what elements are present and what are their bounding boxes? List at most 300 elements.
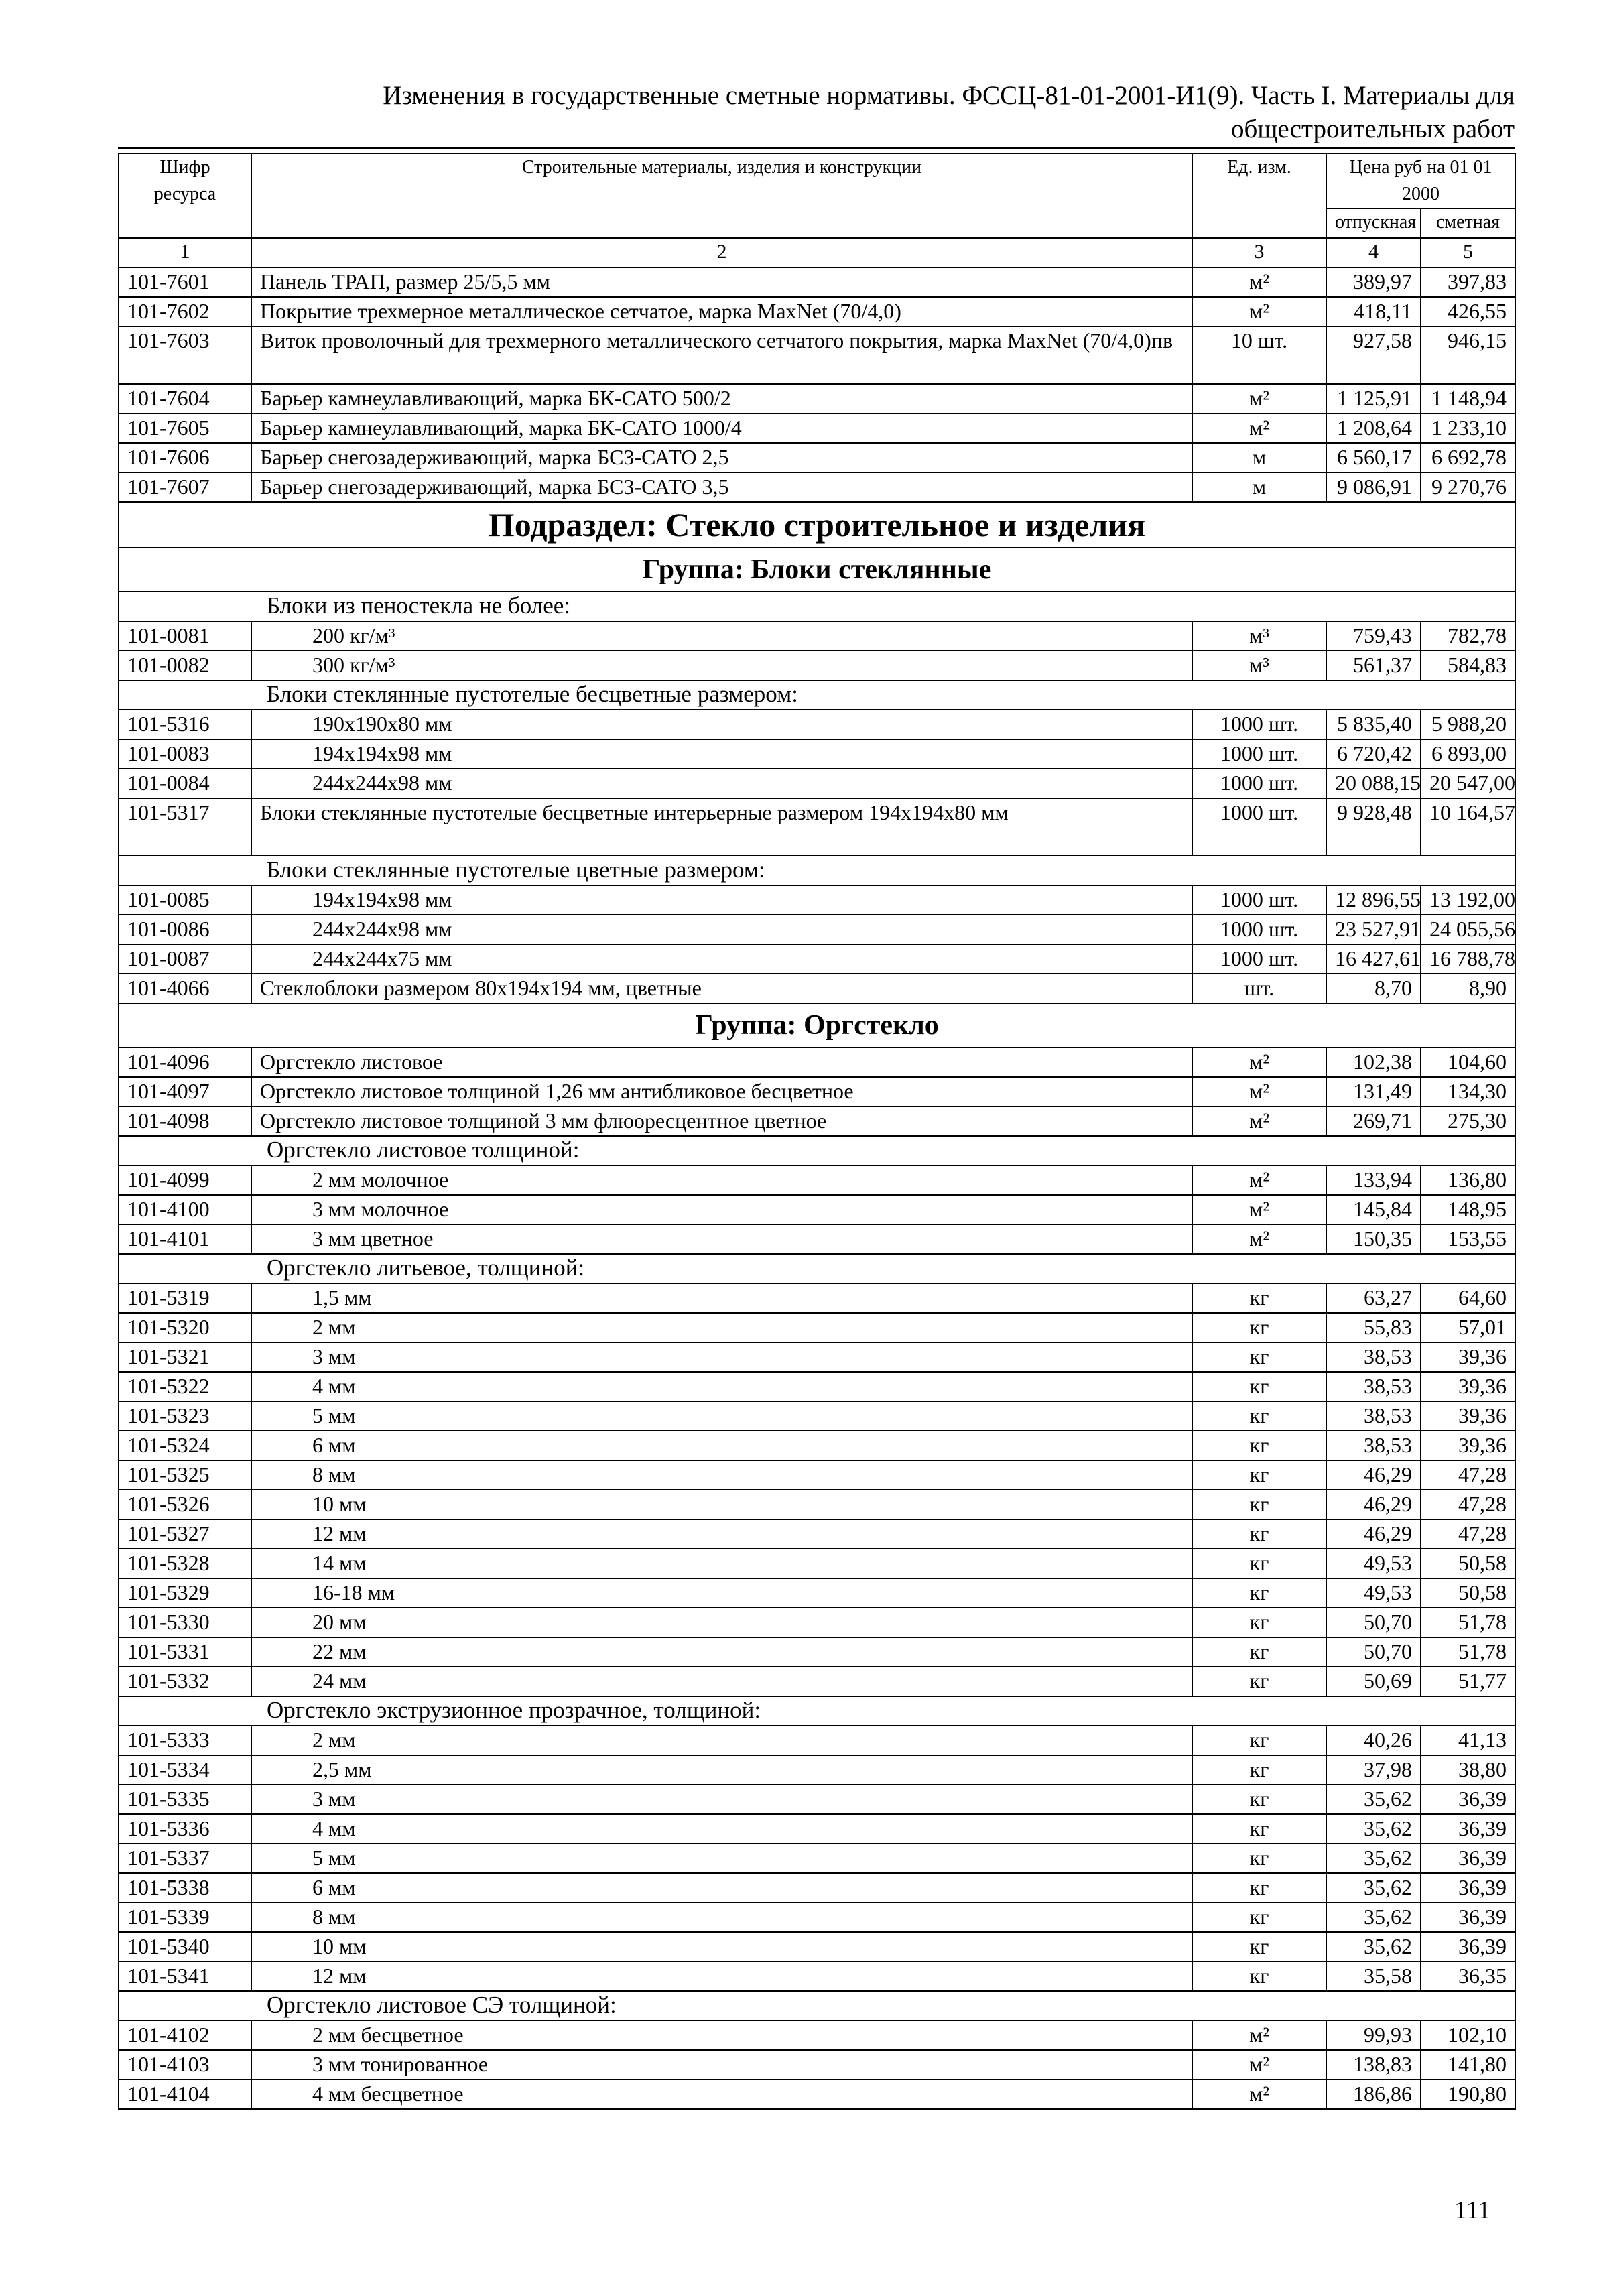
estimate-price: 50,58 (1421, 1549, 1515, 1578)
release-price: 50,69 (1326, 1667, 1421, 1696)
subheader-row (119, 680, 1515, 710)
release-price: 145,84 (1326, 1195, 1421, 1224)
material-name: Оргстекло листовое толщиной 3 мм флюоресцентное цветное (251, 1106, 1192, 1136)
column-header-name: Строительные материалы, изделия и конструкции (251, 153, 1192, 238)
estimate-price: 153,55 (1421, 1224, 1515, 1254)
table-row (119, 2021, 1515, 2050)
material-name: 3 мм (251, 1342, 1192, 1372)
release-price: 46,29 (1326, 1490, 1421, 1519)
page-header (118, 79, 1515, 146)
unit-of-measure: м (1192, 443, 1326, 472)
estimate-price: 47,28 (1421, 1460, 1515, 1490)
resource-code: 101-5328 (119, 1549, 251, 1578)
release-price: 269,71 (1326, 1106, 1421, 1136)
release-price: 37,98 (1326, 1755, 1421, 1785)
material-name: 3 мм молочное (251, 1195, 1192, 1224)
unit-of-measure: кг (1192, 1460, 1326, 1490)
table-row (119, 267, 1515, 297)
table-header-row (119, 153, 1515, 208)
unit-of-measure: м² (1192, 384, 1326, 413)
estimate-price: 8,90 (1421, 974, 1515, 1003)
release-price: 759,43 (1326, 621, 1421, 651)
release-price: 6 560,17 (1326, 443, 1421, 472)
table-row (119, 798, 1515, 856)
release-price: 38,53 (1326, 1401, 1421, 1431)
estimate-price: 397,83 (1421, 267, 1515, 297)
unit-of-measure: м (1192, 472, 1326, 502)
header-title-line2: общестроительных работ (1231, 115, 1515, 143)
column-number: 5 (1421, 238, 1515, 267)
material-name: Барьер снегозадерживающий, марка БСЗ-САТО 3,5 (251, 472, 1192, 502)
material-name: 244х244х75 мм (251, 944, 1192, 974)
column-header-price: Цена руб на 01 01 2000 (1326, 153, 1515, 208)
table-row (119, 1932, 1515, 1962)
release-price: 561,37 (1326, 651, 1421, 680)
resource-code: 101-5316 (119, 710, 251, 739)
release-price: 150,35 (1326, 1224, 1421, 1254)
unit-of-measure: кг (1192, 1873, 1326, 1903)
resource-code: 101-0086 (119, 915, 251, 944)
material-name: 3 мм тонированное (251, 2050, 1192, 2080)
resource-code: 101-5339 (119, 1903, 251, 1932)
material-name: 8 мм (251, 1903, 1192, 1932)
estimate-price: 946,15 (1421, 326, 1515, 384)
table-row (119, 1962, 1515, 1991)
resource-code: 101-5331 (119, 1637, 251, 1667)
material-name: 2 мм молочное (251, 1165, 1192, 1195)
material-name: Стеклоблоки размером 80х194х194 мм, цветные (251, 974, 1192, 1003)
unit-of-measure: кг (1192, 1490, 1326, 1519)
unit-of-measure: кг (1192, 1519, 1326, 1549)
table-row (119, 472, 1515, 502)
release-price: 63,27 (1326, 1283, 1421, 1313)
group-title: Группа: Оргстекло (119, 1003, 1515, 1047)
unit-of-measure: м³ (1192, 651, 1326, 680)
unit-of-measure: кг (1192, 1372, 1326, 1401)
table-row (119, 413, 1515, 443)
subheader-row (119, 592, 1515, 621)
unit-of-measure: м² (1192, 1165, 1326, 1195)
table-row (119, 1342, 1515, 1372)
material-name: 3 мм цветное (251, 1224, 1192, 1254)
release-price: 418,11 (1326, 297, 1421, 326)
table-row (119, 1637, 1515, 1667)
estimate-price: 16 788,78 (1421, 944, 1515, 974)
resource-code: 101-5322 (119, 1372, 251, 1401)
table-row (119, 1195, 1515, 1224)
material-name: 2 мм бесцветное (251, 2021, 1192, 2050)
resource-code: 101-5340 (119, 1932, 251, 1962)
estimate-price: 51,78 (1421, 1608, 1515, 1637)
unit-of-measure: кг (1192, 1962, 1326, 1991)
table-row (119, 2050, 1515, 2080)
release-price: 8,70 (1326, 974, 1421, 1003)
release-price: 9 928,48 (1326, 798, 1421, 856)
release-price: 35,62 (1326, 1932, 1421, 1962)
table-row (119, 915, 1515, 944)
unit-of-measure: кг (1192, 1549, 1326, 1578)
unit-of-measure: кг (1192, 1755, 1326, 1785)
unit-of-measure: кг (1192, 1608, 1326, 1637)
table-row (119, 1578, 1515, 1608)
unit-of-measure: м² (1192, 297, 1326, 326)
unit-of-measure: кг (1192, 1814, 1326, 1844)
unit-of-measure: кг (1192, 1726, 1326, 1755)
header-title-line1: Изменения в государственные сметные нормативы. ФССЦ-81-01-2001-И1(9). Часть I. Материалы для (383, 81, 1515, 110)
subheader-title: Блоки из пеностекла не более: (119, 592, 1515, 621)
resource-code: 101-4066 (119, 974, 251, 1003)
release-price: 5 835,40 (1326, 710, 1421, 739)
table-row (119, 1873, 1515, 1903)
column-header-estimate: сметная (1421, 208, 1515, 238)
estimate-price: 39,36 (1421, 1401, 1515, 1431)
table-row (119, 1755, 1515, 1785)
column-number: 2 (251, 238, 1192, 267)
resource-code: 101-4098 (119, 1106, 251, 1136)
material-name: 244х244х98 мм (251, 769, 1192, 798)
table-row (119, 1224, 1515, 1254)
material-name: 12 мм (251, 1962, 1192, 1991)
material-name: 200 кг/м³ (251, 621, 1192, 651)
material-name: 22 мм (251, 1637, 1192, 1667)
estimate-price: 426,55 (1421, 297, 1515, 326)
unit-of-measure: 1000 шт. (1192, 769, 1326, 798)
resource-code: 101-5337 (119, 1844, 251, 1873)
unit-of-measure: 10 шт. (1192, 326, 1326, 384)
group-row (119, 1003, 1515, 1047)
estimate-price: 584,83 (1421, 651, 1515, 680)
table-row (119, 1283, 1515, 1313)
resource-code: 101-7602 (119, 297, 251, 326)
estimate-price: 104,60 (1421, 1047, 1515, 1077)
material-name: 5 мм (251, 1844, 1192, 1873)
material-name: Барьер камнеулавливающий, марка БК-САТО 500/2 (251, 384, 1192, 413)
unit-of-measure: кг (1192, 1932, 1326, 1962)
unit-of-measure: кг (1192, 1342, 1326, 1372)
unit-of-measure: м² (1192, 2080, 1326, 2109)
unit-of-measure: 1000 шт. (1192, 944, 1326, 974)
estimate-price: 148,95 (1421, 1195, 1515, 1224)
resource-code: 101-5338 (119, 1873, 251, 1903)
table-row (119, 2080, 1515, 2109)
subheader-title: Оргстекло литьевое, толщиной: (119, 1254, 1515, 1283)
estimate-price: 134,30 (1421, 1077, 1515, 1106)
resource-code: 101-7605 (119, 413, 251, 443)
unit-of-measure: м³ (1192, 621, 1326, 651)
release-price: 49,53 (1326, 1578, 1421, 1608)
unit-of-measure: м² (1192, 2021, 1326, 2050)
material-name: Оргстекло листовое толщиной 1,26 мм антибликовое бесцветное (251, 1077, 1192, 1106)
resource-code: 101-5332 (119, 1667, 251, 1696)
table-row (119, 1844, 1515, 1873)
table-row (119, 443, 1515, 472)
unit-of-measure: кг (1192, 1313, 1326, 1342)
estimate-price: 9 270,76 (1421, 472, 1515, 502)
unit-of-measure: м² (1192, 413, 1326, 443)
header-rule (118, 147, 1515, 149)
table-row (119, 1372, 1515, 1401)
resource-code: 101-7601 (119, 267, 251, 297)
material-name: Панель ТРАП, размер 25/5,5 мм (251, 267, 1192, 297)
material-name: Барьер снегозадерживающий, марка БСЗ-САТО 2,5 (251, 443, 1192, 472)
resource-code: 101-5333 (119, 1726, 251, 1755)
unit-of-measure: кг (1192, 1785, 1326, 1814)
table-row (119, 1785, 1515, 1814)
material-name: 16-18 мм (251, 1578, 1192, 1608)
estimate-price: 13 192,00 (1421, 885, 1515, 915)
unit-of-measure: кг (1192, 1431, 1326, 1460)
material-name: 12 мм (251, 1519, 1192, 1549)
unit-of-measure: 1000 шт. (1192, 798, 1326, 856)
unit-of-measure: кг (1192, 1401, 1326, 1431)
table-row (119, 651, 1515, 680)
unit-of-measure: 1000 шт. (1192, 710, 1326, 739)
release-price: 12 896,55 (1326, 885, 1421, 915)
material-name: 2 мм (251, 1726, 1192, 1755)
page-number: 111 (1454, 2196, 1491, 2224)
group-title: Группа: Блоки стеклянные (119, 548, 1515, 592)
resource-code: 101-4097 (119, 1077, 251, 1106)
resource-code: 101-4100 (119, 1195, 251, 1224)
unit-of-measure: кг (1192, 1283, 1326, 1313)
resource-code: 101-5341 (119, 1962, 251, 1991)
estimate-price: 782,78 (1421, 621, 1515, 651)
material-name: 4 мм (251, 1372, 1192, 1401)
column-number-row (119, 238, 1515, 267)
material-name: 5 мм (251, 1401, 1192, 1431)
table-row (119, 326, 1515, 384)
material-name: Покрытие трехмерное металлическое сетчатое, марка MaxNet (70/4,0) (251, 297, 1192, 326)
estimate-price: 47,28 (1421, 1519, 1515, 1549)
resource-code: 101-5320 (119, 1313, 251, 1342)
estimate-price: 6 692,78 (1421, 443, 1515, 472)
table-row (119, 1549, 1515, 1578)
estimate-price: 39,36 (1421, 1372, 1515, 1401)
estimate-price: 190,80 (1421, 2080, 1515, 2109)
estimate-price: 36,39 (1421, 1903, 1515, 1932)
release-price: 35,62 (1326, 1844, 1421, 1873)
resource-code: 101-4096 (119, 1047, 251, 1077)
estimate-price: 38,80 (1421, 1755, 1515, 1785)
unit-of-measure: кг (1192, 1844, 1326, 1873)
subheader-row (119, 1136, 1515, 1165)
table-row (119, 710, 1515, 739)
release-price: 50,70 (1326, 1608, 1421, 1637)
table-body (119, 267, 1515, 2109)
subheader-title: Блоки стеклянные пустотелые бесцветные размером: (119, 680, 1515, 710)
release-price: 49,53 (1326, 1549, 1421, 1578)
subheader-row (119, 1696, 1515, 1726)
release-price: 99,93 (1326, 2021, 1421, 2050)
column-header-unit: Ед. изм. (1192, 153, 1326, 238)
release-price: 927,58 (1326, 326, 1421, 384)
resource-code: 101-0085 (119, 885, 251, 915)
resource-code: 101-7606 (119, 443, 251, 472)
unit-of-measure: м² (1192, 1195, 1326, 1224)
resource-code: 101-0081 (119, 621, 251, 651)
release-price: 35,62 (1326, 1873, 1421, 1903)
material-name: 8 мм (251, 1460, 1192, 1490)
unit-of-measure: кг (1192, 1903, 1326, 1932)
release-price: 50,70 (1326, 1637, 1421, 1667)
resource-code: 101-7604 (119, 384, 251, 413)
estimate-price: 41,13 (1421, 1726, 1515, 1755)
release-price: 35,62 (1326, 1785, 1421, 1814)
material-name: 2 мм (251, 1313, 1192, 1342)
subheader-title: Оргстекло листовое СЭ толщиной: (119, 1991, 1515, 2021)
resource-code: 101-4104 (119, 2080, 251, 2109)
unit-of-measure: кг (1192, 1667, 1326, 1696)
table-row (119, 1726, 1515, 1755)
estimate-price: 1 148,94 (1421, 384, 1515, 413)
material-name: 20 мм (251, 1608, 1192, 1637)
table-row (119, 1903, 1515, 1932)
unit-of-measure: м² (1192, 1224, 1326, 1254)
table-row (119, 769, 1515, 798)
resource-code: 101-5325 (119, 1460, 251, 1490)
release-price: 23 527,91 (1326, 915, 1421, 944)
subheader-row (119, 856, 1515, 885)
resource-code: 101-0082 (119, 651, 251, 680)
table-row (119, 944, 1515, 974)
estimate-price: 5 988,20 (1421, 710, 1515, 739)
material-name: 1,5 мм (251, 1283, 1192, 1313)
material-name: 190х190х80 мм (251, 710, 1192, 739)
material-name: 2,5 мм (251, 1755, 1192, 1785)
table-row (119, 1519, 1515, 1549)
table-row (119, 739, 1515, 769)
estimate-price: 47,28 (1421, 1490, 1515, 1519)
release-price: 9 086,91 (1326, 472, 1421, 502)
table-row (119, 1431, 1515, 1460)
material-name: Оргстекло листовое (251, 1047, 1192, 1077)
resource-code: 101-5321 (119, 1342, 251, 1372)
table-row (119, 974, 1515, 1003)
table-row (119, 1165, 1515, 1195)
table-row (119, 1667, 1515, 1696)
estimate-price: 102,10 (1421, 2021, 1515, 2050)
unit-of-measure: м² (1192, 1077, 1326, 1106)
estimate-price: 36,39 (1421, 1844, 1515, 1873)
estimate-price: 6 893,00 (1421, 739, 1515, 769)
column-number: 4 (1326, 238, 1421, 267)
resource-code: 101-0084 (119, 769, 251, 798)
release-price: 1 208,64 (1326, 413, 1421, 443)
table-row (119, 297, 1515, 326)
material-name: 194х194х98 мм (251, 739, 1192, 769)
table-row (119, 1106, 1515, 1136)
material-name: Виток проволочный для трехмерного металлического сетчатого покрытия, марка MaxNet (70/4,0)пв (251, 326, 1192, 384)
table-row (119, 1460, 1515, 1490)
estimate-price: 50,58 (1421, 1578, 1515, 1608)
material-name: 10 мм (251, 1932, 1192, 1962)
subheader-title: Блоки стеклянные пустотелые цветные размером: (119, 856, 1515, 885)
column-header-release: отпускная (1326, 208, 1421, 238)
release-price: 16 427,61 (1326, 944, 1421, 974)
material-name: 6 мм (251, 1431, 1192, 1460)
table-row (119, 1313, 1515, 1342)
release-price: 138,83 (1326, 2050, 1421, 2080)
resource-code: 101-5317 (119, 798, 251, 856)
release-price: 35,62 (1326, 1814, 1421, 1844)
material-name: 300 кг/м³ (251, 651, 1192, 680)
subsection-row (119, 502, 1515, 548)
release-price: 389,97 (1326, 267, 1421, 297)
estimate-price: 51,77 (1421, 1667, 1515, 1696)
material-name: 10 мм (251, 1490, 1192, 1519)
release-price: 46,29 (1326, 1460, 1421, 1490)
subsection-title: Подраздел: Стекло строительное и изделия (119, 502, 1515, 548)
material-name: 4 мм бесцветное (251, 2080, 1192, 2109)
column-number: 3 (1192, 238, 1326, 267)
resource-code: 101-5330 (119, 1608, 251, 1637)
material-name: 4 мм (251, 1814, 1192, 1844)
release-price: 46,29 (1326, 1519, 1421, 1549)
unit-of-measure: 1000 шт. (1192, 915, 1326, 944)
unit-of-measure: шт. (1192, 974, 1326, 1003)
resource-code: 101-4102 (119, 2021, 251, 2050)
estimate-price: 39,36 (1421, 1431, 1515, 1460)
estimate-price: 141,80 (1421, 2050, 1515, 2080)
unit-of-measure: 1000 шт. (1192, 739, 1326, 769)
material-name: 244х244х98 мм (251, 915, 1192, 944)
estimate-price: 36,39 (1421, 1873, 1515, 1903)
table-row (119, 1077, 1515, 1106)
resource-code: 101-5323 (119, 1401, 251, 1431)
price-table (118, 153, 1516, 2110)
resource-code: 101-5327 (119, 1519, 251, 1549)
table-row (119, 384, 1515, 413)
unit-of-measure: м² (1192, 2050, 1326, 2080)
estimate-price: 1 233,10 (1421, 413, 1515, 443)
resource-code: 101-0083 (119, 739, 251, 769)
table-row (119, 1401, 1515, 1431)
estimate-price: 39,36 (1421, 1342, 1515, 1372)
material-name: Блоки стеклянные пустотелые бесцветные интерьерные размером 194х194х80 мм (251, 798, 1192, 856)
estimate-price: 64,60 (1421, 1283, 1515, 1313)
table-row (119, 885, 1515, 915)
release-price: 38,53 (1326, 1372, 1421, 1401)
resource-code: 101-5334 (119, 1755, 251, 1785)
release-price: 6 720,42 (1326, 739, 1421, 769)
material-name: 6 мм (251, 1873, 1192, 1903)
subheader-row (119, 1991, 1515, 2021)
table-row (119, 1814, 1515, 1844)
estimate-price: 57,01 (1421, 1313, 1515, 1342)
resource-code: 101-5326 (119, 1490, 251, 1519)
unit-of-measure: м² (1192, 267, 1326, 297)
unit-of-measure: кг (1192, 1578, 1326, 1608)
estimate-price: 51,78 (1421, 1637, 1515, 1667)
estimate-price: 36,35 (1421, 1962, 1515, 1991)
estimate-price: 36,39 (1421, 1814, 1515, 1844)
subheader-row (119, 1254, 1515, 1283)
material-name: Барьер камнеулавливающий, марка БК-САТО 1000/4 (251, 413, 1192, 443)
column-header-code: Шифр ресурса (119, 153, 251, 238)
estimate-price: 10 164,57 (1421, 798, 1515, 856)
resource-code: 101-4101 (119, 1224, 251, 1254)
release-price: 35,62 (1326, 1903, 1421, 1932)
subheader-title: Оргстекло экструзионное прозрачное, толщиной: (119, 1696, 1515, 1726)
unit-of-measure: кг (1192, 1637, 1326, 1667)
release-price: 186,86 (1326, 2080, 1421, 2109)
estimate-price: 275,30 (1421, 1106, 1515, 1136)
release-price: 131,49 (1326, 1077, 1421, 1106)
resource-code: 101-4099 (119, 1165, 251, 1195)
resource-code: 101-5329 (119, 1578, 251, 1608)
resource-code: 101-4103 (119, 2050, 251, 2080)
table-row (119, 1608, 1515, 1637)
